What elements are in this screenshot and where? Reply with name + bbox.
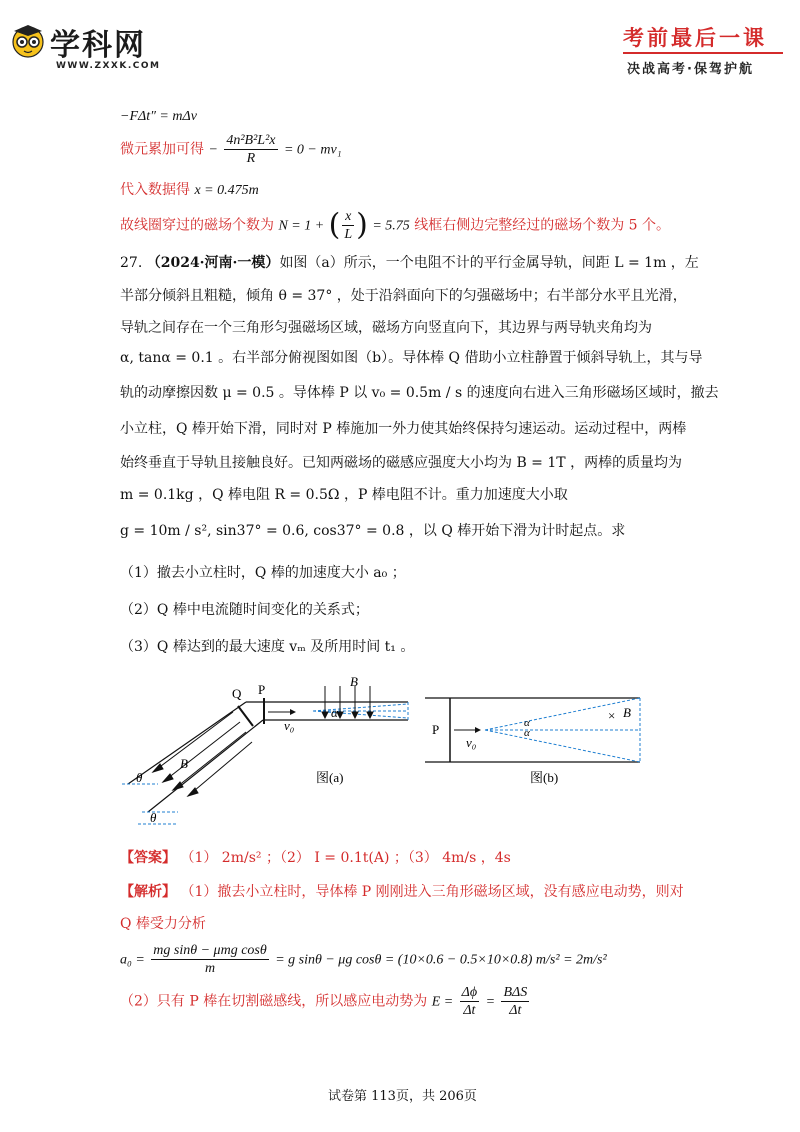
analysis-line-2: Q 棒受力分析 [120, 916, 206, 932]
rod-q [238, 706, 253, 726]
acceleration-equation [120, 942, 607, 977]
page-footer: 试卷第 113页，共 206页 [328, 1089, 477, 1104]
problem-source: （2024·河南·一模） [146, 255, 280, 271]
fig-a-label-q: Q [232, 686, 242, 701]
problem-line-5: 小立柱，Q 棒开始下滑，同时对 P 棒施加一外力使其始终保持匀速运动。运动过程中，两棒 [120, 421, 687, 437]
figure-b [420, 690, 650, 790]
incline-rail-upper [128, 702, 246, 784]
fig-b-label-p: P [432, 722, 440, 737]
count-N: N = 1 + [278, 218, 325, 234]
analysis-tag: 【解析】 [120, 884, 176, 900]
emf-fraction-1 [460, 984, 479, 1019]
emf-line: （2）只有 P 棒在切割磁感线，所以感应电动势为 E = $\frac{\Delta\phi}{\Delta t}$ = $\frac{\text{BΔS}}{\Delta t}$ [120, 985, 528, 1018]
triangle-field-region [313, 702, 408, 720]
a0-rhs: = g sinθ − μg cosθ = (10×0.6 − 0.5×10×0.8) m/s² = 2m/s² [275, 952, 607, 968]
fig-b-label-alpha-top: α [524, 717, 530, 729]
problem-line-1: 半部分倾斜且粗糙，倾角 θ = 37° ，处于沿斜面向下的匀强磁场中；右半部分水平且光滑， [120, 288, 687, 304]
banner-subtitle: 决战高考·保驾护航 [627, 62, 754, 77]
incline-field-arrows [153, 712, 252, 796]
figure-a-lower-theta [138, 808, 198, 830]
problem-line-4: 轨的动摩擦因数 μ = 0.5 。导体棒 P 以 v₀ = 0.5m / s 的速度向右进入三角形磁场区域时，撤去 [120, 385, 719, 401]
count-num: x [342, 208, 354, 226]
fig-a-label-theta: θ [136, 770, 143, 785]
logo-mascot-icon [10, 22, 46, 58]
fig-b-triangle [485, 698, 640, 762]
count-prefix: 故线圈穿过的磁场个数为 [120, 217, 274, 234]
micro-num: 4n²B²L²x [226, 133, 276, 148]
question-3: （3）Q 棒达到的最大速度 vₘ 及所用时间 t₁ 。 [120, 639, 415, 655]
micro-sum-line: 微元累加可得 − $\frac{\text{4n²B²L²x}}{R}$ = 0 − mv₁ [120, 133, 342, 166]
fig-b-label-alpha-bottom: α [524, 727, 530, 739]
fig-a-label-theta-lower: θ [150, 810, 157, 825]
logo-url: WWW.ZXXK.COM [56, 61, 161, 71]
banner-divider [623, 52, 783, 54]
emf-num2: BΔS [503, 985, 528, 1000]
logo-text: 学科网 [50, 28, 146, 63]
micro-prefix: 微元累加可得 [120, 141, 204, 158]
fig-a-label-p: P [258, 682, 266, 697]
field-count-line: 故线圈穿过的磁场个数为 N = 1 + ( $\frac{x}{L}$ ) = 5.75 线框右侧边完整经过的磁场个数为 5 个。 [120, 207, 671, 243]
momentum-equation: −FΔt″ = mΔv [120, 109, 197, 124]
fig-b-caption: 图(b) [530, 770, 559, 785]
fig-a-label-alpha: α [331, 705, 338, 720]
analysis-text-1: （1）撤去小立柱时，导体棒 P 刚刚进入三角形磁场区域，没有感应电动势，则对 [180, 884, 684, 900]
fig-a-label-b-top: B [350, 674, 358, 689]
a0-lhs: a₀ = [120, 952, 145, 968]
fig-a-label-v0: v₀ [284, 718, 295, 733]
substitute-prefix: 代入数据得 [120, 182, 190, 198]
emf-lhs: E = [431, 994, 454, 1010]
problem-text-0: 如图（a）所示，一个电阻不计的平行金属导轨，间距 L = 1m ，左 [279, 255, 699, 271]
answer-line [120, 848, 511, 868]
problem-line-7: m = 0.1kg ，Q 棒电阻 R = 0.5Ω ，P 棒电阻不计。重力加速度大小取 [120, 487, 568, 503]
emf-den2: Δt [509, 1003, 522, 1018]
count-value: = 5.75 [372, 218, 410, 234]
analysis-line-1 [120, 882, 684, 902]
banner-title: 考前最后一课 [623, 26, 767, 50]
emf-prefix: （2）只有 P 棒在切割磁感线，所以感应电动势为 [120, 993, 428, 1010]
count-den: L [344, 227, 353, 242]
fig-b-label-v0: v₀ [466, 735, 477, 750]
answer-tag: 【答案】 [120, 850, 176, 866]
a0-num: mg sinθ − μmg cosθ [153, 943, 267, 958]
count-fraction [342, 208, 354, 243]
count-suffix: 线框右侧边完整经过的磁场个数为 5 个。 [414, 217, 671, 234]
substitute-line [120, 180, 259, 201]
problem-number: 27. [120, 255, 143, 271]
header [0, 0, 800, 90]
fig-b-cross: × [608, 708, 616, 723]
problem-line-8: g = 10m / s², sin37° = 0.6, cos37° = 0.8 ，以 Q 棒开始下滑为计时起点。求 [120, 523, 626, 539]
problem-line-0 [120, 253, 699, 273]
problem-line-2: 导轨之间存在一个三角形匀强磁场区域，磁场方向竖直向下，其边界与两导轨夹角均为 [120, 320, 652, 336]
question-2: （2）Q 棒中电流随时间变化的关系式； [120, 602, 369, 618]
fig-a-caption: 图(a) [316, 770, 344, 785]
emf-num1: Δϕ [461, 985, 478, 1000]
micro-den: R [246, 151, 256, 166]
problem-line-6: 始终垂直于导轨且接触良好。已知两磁场的磁感应强度大小均为 B = 1T ，两棒的质量均为 [120, 455, 683, 471]
a0-den: m [204, 961, 216, 976]
emf-fraction-2 [501, 984, 529, 1019]
substitute-value: x = 0.475m [194, 183, 259, 198]
incline-rail-lower [148, 720, 263, 812]
a0-fraction [151, 942, 268, 977]
emf-den1: Δt [463, 1003, 476, 1018]
answer-parts: （1） 2m/s² ；（2） I = 0.1t(A) ；（3） 4m/s ，4s [180, 850, 511, 866]
fig-a-label-b-incline: B [180, 756, 188, 771]
micro-fraction [224, 132, 277, 167]
fig-b-label-b: B [623, 705, 631, 720]
problem-line-3: α, tanα = 0.1 。右半部分俯视图如图（b）。导体棒 Q 借助小立柱静置于倾斜导轨上，其与导 [120, 350, 703, 366]
question-1: （1）撤去小立柱时，Q 棒的加速度大小 a₀ ； [120, 565, 406, 581]
micro-rhs: = 0 − mv₁ [283, 142, 342, 158]
